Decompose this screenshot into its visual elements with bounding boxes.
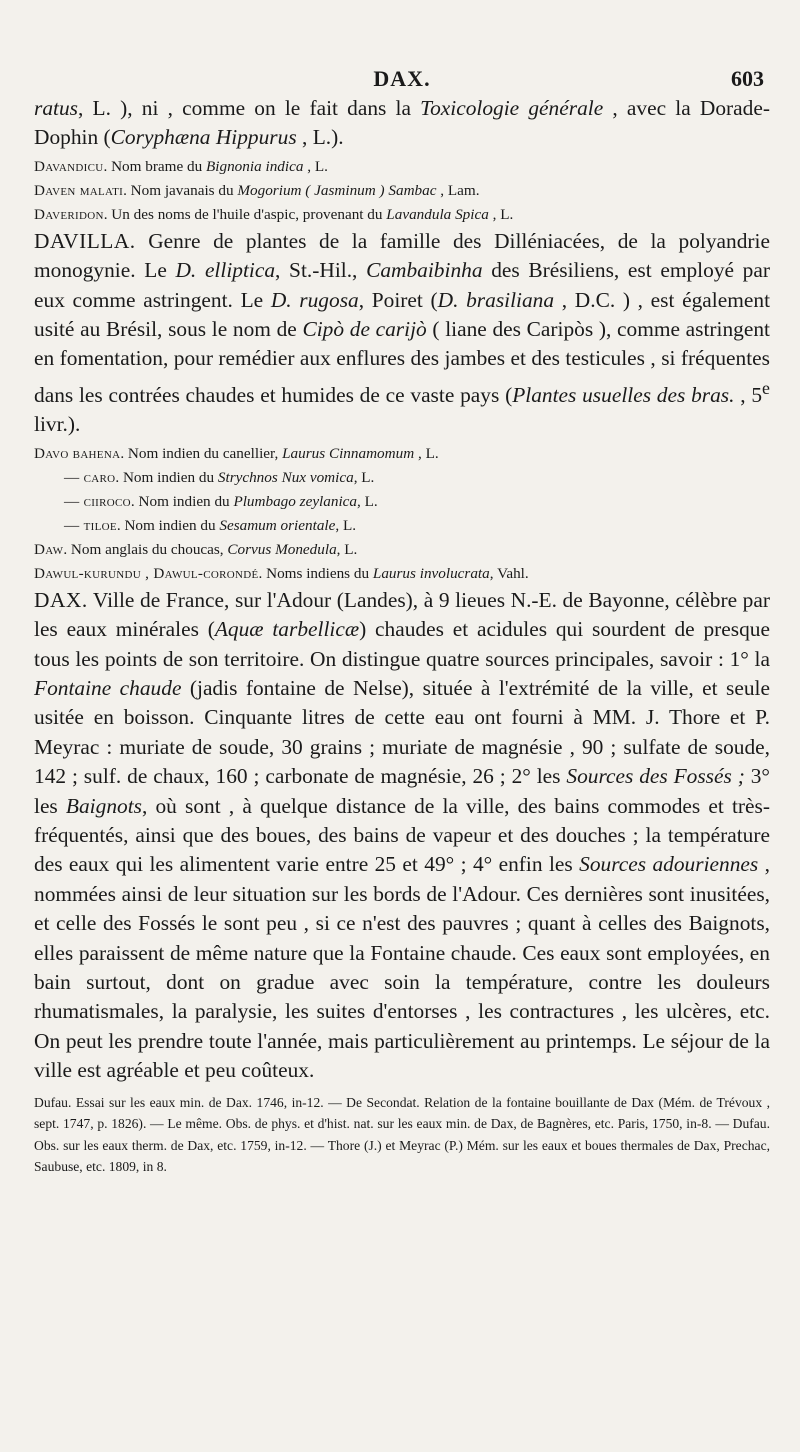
text: , 5 — [734, 382, 763, 407]
text-italic: Fontaine chaude — [34, 676, 182, 700]
entry-text: , L. — [303, 157, 328, 175]
text-italic: D. elliptica — [175, 258, 276, 283]
entry-text: , Lam. — [436, 181, 480, 199]
entry-head: Davandicu — [34, 157, 104, 175]
text-italic: Sources des Fossés ; — [566, 764, 745, 789]
entry-head: Daven malati — [34, 181, 124, 199]
entry-head: — ciiroco — [64, 492, 131, 510]
text: , nommées ainsi de leur situation sur les bords de l'Adour. Ces dernières sont inusitées, et celle des Fossés le sont peu , si ce n'est des pauvres ; quant à celles des Baignots, elles paraissent de même nature que la Fontaine chaude. Ces eaux sont employées, en bain surtout, dont on gradue avec soin la température, contre les douleurs rhumatismales, la paralysie, les suites d'entorses , les contractures , les ulcères, etc. On peut les prendre toute l'année, mais particulièrement au printemps. Le séjour de la ville est agréable et peu coûteux. — [34, 852, 770, 1083]
text-italic: Sources adouriennes — [579, 852, 759, 877]
text: (jadis fontaine de Nelse), située à l'extrémité de la ville, et seule usitée en boisson. Cinquante litres de cette eau ont fourni à MM. J. Thore et P. Meyrac : muriate de soude, 30 grains ; muriate de magnésie , 90 ; sulfate de soude, 142 ; sulf. de chaux, 160 ; carbonate de magnésie, 26 ; 2° les — [34, 676, 770, 789]
entry-text: , L. — [335, 516, 357, 534]
entry-text: , L. — [353, 468, 375, 486]
entry-text: . Nom indien du canellier, — [120, 444, 283, 462]
entry-text: , L. — [414, 444, 439, 462]
entry-text: , L. — [336, 540, 358, 558]
entry-italic: Strychnos Nux vomica — [217, 468, 354, 486]
entries-group-1 — [34, 155, 770, 227]
entry-italic: Laurus Cinnamomum — [282, 444, 415, 462]
entry-text: , Vahl. — [489, 564, 529, 582]
entry-text: . Noms indiens du — [258, 564, 373, 582]
entry-head: Davo bahena — [34, 444, 121, 462]
text: ) chaudes et acidules qui sourdent de presque tous les points de son territoire. On distingue quatre sources principales, savoir : 1° la — [34, 617, 770, 671]
entry-head: Dawul-kurundu , Dawul-corondé — [34, 564, 259, 582]
superscript: e — [762, 377, 770, 398]
entry-head: — caro — [64, 468, 116, 486]
entry-italic: Mogorium ( Jasminum ) Sambac — [237, 181, 437, 199]
entry-text: . Nom indien du — [116, 516, 220, 534]
text-italic: Toxicologie générale — [420, 96, 604, 120]
entry-tiloe — [34, 514, 770, 538]
text: ( liane des Caripòs ), comme astringent en fomentation, pour remédier aux enflures des jambes et des testicules , si fréquentes dans les contrées chaudes et humides de ce vaste pays ( — [34, 317, 770, 407]
entry-davo-bahena — [34, 442, 770, 466]
text-italic: D. rugosa — [270, 287, 359, 312]
text: Ville de France, sur l'Adour (Landes), à 9 lieues N.-E. de Bayonne, célèbre par les eaux minérales ( — [34, 587, 770, 642]
text: livr.). — [34, 412, 81, 437]
text: , — [603, 96, 618, 120]
entry-italic: Laurus involucrata — [372, 564, 490, 582]
text: des Brésiliens, est employé par eux comme astringent. Le — [34, 258, 770, 312]
entry-davilla — [34, 227, 770, 440]
text-italic: Plantes usuelles des bras. — [512, 382, 735, 407]
entry-text: . Un des noms de l'huile d'aspic, provenant du — [103, 205, 387, 223]
entry-text: , L. — [488, 205, 514, 223]
entry-text: . Nom indien du — [130, 492, 234, 510]
entry-head: — tiloe — [64, 516, 117, 534]
entry-daveridon — [34, 203, 770, 227]
bibliography: Dufau. Essai sur les eaux min. de Dax. 1746, in-12. — De Secondat. Relation de la fontaine bouillante de Dax (Mém. de Trévoux , sept. 1747, p. 1826). — Le même. Obs. de phys. et d'hist. nat. sur les eaux min. de Dax, de Bagnères, etc. Paris, 1750, in-8. — Dufau. Obs. sur les eaux therm. de Dax, etc. 1759, in-12. — Thore (J.) et Meyrac (P.) Mém. sur les eaux et boues thermales de Dax, Prechac, Saubuse, etc. 1809, in 8. — [34, 1094, 770, 1175]
text-italic: Baignots — [65, 793, 142, 818]
entry-head-dax: DAX. — [34, 587, 88, 612]
entry-italic: Lavandula Spica — [386, 205, 489, 223]
text-italic: Coryphæna Hippurus — [110, 125, 297, 150]
text: Genre de plantes de la famille des Dilléniacées, de la polyandrie monogynie. Le — [34, 228, 770, 283]
entry-dax — [34, 586, 770, 1086]
entry-text: . Nom brame du — [103, 157, 206, 175]
text: avec la Dorade-Dophin ( — [34, 96, 770, 150]
entry-text: . Nom anglais du choucas, — [63, 540, 228, 558]
entry-italic: Plumbago zeylanica — [233, 492, 358, 510]
entry-ciiroco — [34, 490, 770, 514]
text: 3° les — [34, 764, 770, 818]
entry-head: Daw — [34, 540, 64, 558]
continuation-paragraph — [34, 94, 770, 153]
entry-italic: Sesamum orientale — [219, 516, 336, 534]
text: , L. ), ni , comme on le fait dans la — [77, 96, 421, 120]
entry-daw — [34, 538, 770, 562]
text: , Poiret ( — [358, 287, 438, 312]
entry-dawul — [34, 562, 770, 586]
entry-italic: Corvus Monedula — [227, 540, 337, 558]
text-italic: Cambaibinha — [366, 258, 483, 283]
text: , L.). — [296, 125, 344, 150]
entry-text: . Nom indien du — [115, 468, 218, 486]
text-italic: ratus — [34, 96, 78, 120]
text: , St.-Hil., — [275, 258, 367, 283]
entry-head: Daveridon — [34, 205, 104, 223]
text-italic: D. brasiliana — [437, 287, 555, 312]
text: , où sont , à quelque distance de la ville, des bains commodes et très-fréquentés, ainsi que des boues, des bains de vapeur et des douches ; la température des eaux qui les alimentent varie entre 25 et 49° ; 4° enfin les — [34, 793, 770, 877]
entry-italic: Bignonia indica — [206, 157, 304, 175]
entry-text: , L. — [357, 492, 378, 510]
text: , D.C. ) , est également usité au Brésil, sous le nom de — [34, 287, 771, 342]
entry-daven-malati — [34, 179, 770, 203]
entries-group-2 — [34, 442, 770, 586]
entry-head-davilla: DAVILLA. — [34, 228, 136, 253]
entry-text: . Nom javanais du — [123, 181, 238, 199]
entry-davandicu — [34, 155, 770, 179]
page-number: 603 — [731, 66, 764, 91]
running-title: DAX. — [373, 66, 431, 91]
page-header — [34, 52, 770, 94]
entry-caro — [34, 466, 770, 490]
text-italic: Cipò de carijò — [302, 317, 427, 342]
text-italic: Aquæ tarbellicæ — [214, 617, 360, 642]
